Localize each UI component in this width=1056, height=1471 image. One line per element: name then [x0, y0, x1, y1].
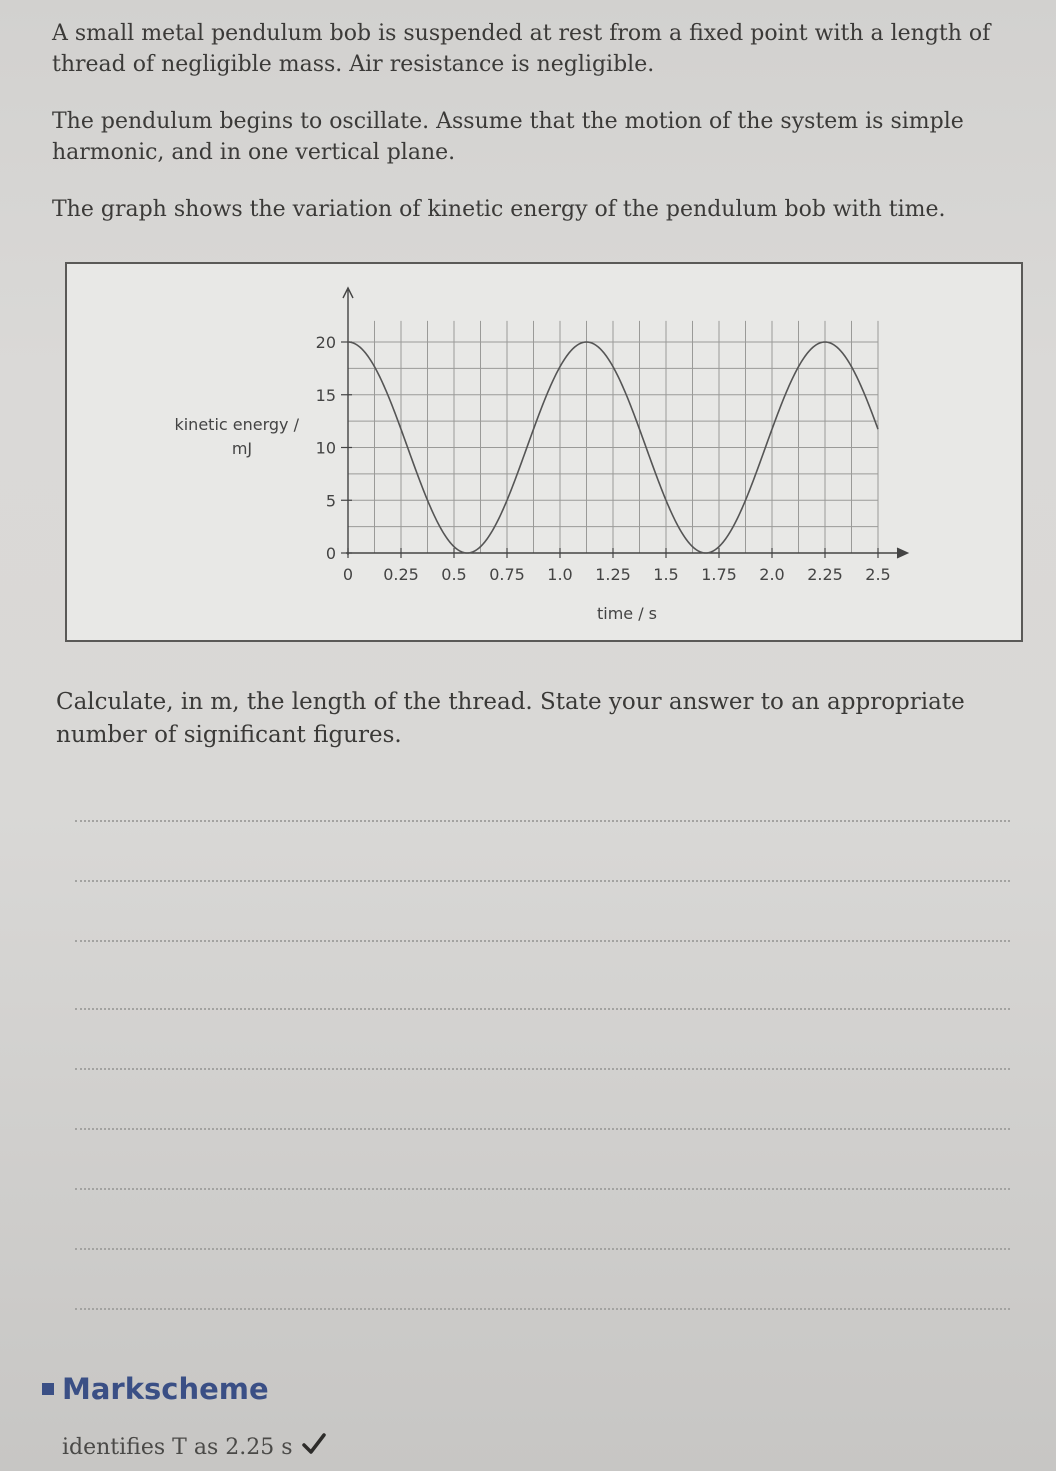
- markscheme-line: [62, 1432, 327, 1462]
- x-tick-label: 1.0: [547, 565, 573, 584]
- x-tick-label: 0.5: [441, 565, 467, 584]
- graph-figure: [65, 262, 1023, 642]
- x-axis-arrow-icon: [897, 548, 908, 558]
- answer-line[interactable]: [75, 820, 1010, 822]
- x-tick-label: 1.5: [653, 565, 679, 584]
- x-tick-label: 0.25: [383, 565, 419, 584]
- intro-paragraph: A small metal pendulum bob is suspended at rest from a fixed point with a length of thread of negligible mass. Air resistance is negligible.: [52, 21, 991, 77]
- checkmark-icon: [301, 1432, 327, 1462]
- question-text: Calculate, in m, the length of the thread. State your answer to an appropriate number of significant figures.: [56, 689, 965, 748]
- square-bullet-icon: [42, 1383, 54, 1395]
- x-tick-label: 2.25: [807, 565, 843, 584]
- answer-line[interactable]: [75, 1308, 1010, 1310]
- answer-line[interactable]: [75, 1248, 1010, 1250]
- markscheme-heading: [42, 1372, 269, 1406]
- x-tick-label: 1.75: [701, 565, 737, 584]
- y-tick-label: 10: [315, 438, 336, 458]
- y-tick-label: 20: [315, 333, 336, 352]
- x-tick-label: 1.25: [595, 565, 631, 584]
- x-tick-label: 0.75: [489, 565, 525, 584]
- shm-paragraph: The pendulum begins to oscillate. Assume that the motion of the system is simple harmonic, and in one vertical plane.: [52, 109, 964, 165]
- chart-labels: [174, 333, 890, 623]
- chart-axes: [341, 288, 908, 558]
- markscheme-title: Markscheme: [62, 1372, 269, 1406]
- answer-line[interactable]: [75, 1068, 1010, 1070]
- y-axis-label: kinetic energy /: [174, 415, 299, 434]
- answer-line[interactable]: [75, 1008, 1010, 1010]
- y-tick-label: 0: [325, 544, 336, 563]
- kinetic-energy-chart: [67, 264, 1025, 644]
- x-tick-label: 2.5: [865, 565, 891, 584]
- answer-line[interactable]: [75, 1188, 1010, 1190]
- y-axis-unit: mJ: [231, 439, 253, 458]
- answer-line[interactable]: [75, 940, 1010, 942]
- markscheme-text: identifies T as 2.25 s: [62, 1434, 293, 1460]
- graph-description: The graph shows the variation of kinetic energy of the pendulum bob with time.: [52, 197, 946, 222]
- x-axis-label: time / s: [596, 604, 658, 623]
- answer-line[interactable]: [75, 880, 1010, 882]
- x-tick-label: 0: [342, 565, 354, 584]
- x-tick-label: 2.0: [759, 565, 785, 584]
- y-tick-label: 5: [325, 491, 336, 511]
- answer-line[interactable]: [75, 1128, 1010, 1130]
- y-tick-label: 15: [315, 385, 336, 405]
- chart-grid: [348, 321, 878, 553]
